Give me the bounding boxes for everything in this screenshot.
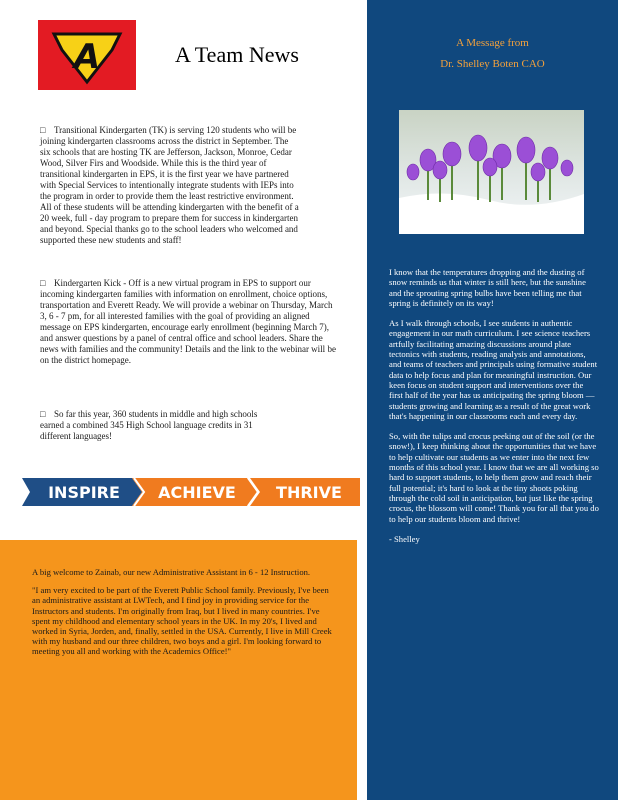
article-paragraph: □ So far this year, 360 students in middle and high schools earned a combined 345 High School language credits in 31 different languages! bbox=[40, 409, 258, 441]
crocus-photo bbox=[399, 110, 584, 234]
sidebar-paragraph: As I walk through schools, I see students in authentic engagement in our math curriculum. I see science teachers artfully facilitating amazing discussions around plate tectonics with students, reading analysis and annotations, and teams of teachers and principals using formative student data to help focus and plan for meaningful instruction. Our keen focus on student support and interventions over the first half of the year has us anticipating the spring bloom — students growing and learning as a result of the great work that's happening in our classrooms each and every day. bbox=[389, 318, 598, 421]
welcome-intro: A big welcome to Zainab, our new Administrative Assistant in 6 - 12 Instruction. bbox=[32, 567, 311, 577]
sidebar-heading-line2: Dr. Shelley Boten CAO bbox=[440, 58, 545, 70]
newsletter-title: A Team News bbox=[175, 42, 299, 67]
sidebar-signature: - Shelley bbox=[389, 533, 420, 544]
bullet-icon: □ bbox=[40, 409, 46, 419]
logo-letter: A bbox=[73, 37, 101, 77]
inspire-achieve-thrive-banner bbox=[22, 478, 360, 506]
a-team-logo bbox=[38, 20, 136, 90]
article-paragraph: □ Transitional Kindergarten (TK) is serving 120 students who will be joining kindergarten classrooms across the district in September. The six schools that are hosting TK are Jefferson, Jackson, Monroe, Cedar Wood, Silver Firs and Woodside. While this is the third year of transitional kindergarten in EPS, it is the first year we have partnered with Special Services to intentionally integrate students with IEPs into the program in order to provide them the least restrictive environment. All of these students will be attending kindergarten with the benefit of a 20 week, full - day program to prepare them for success in kindergarten and beyond. Special thanks go to the school leaders who welcomed and supported these new students and staff! bbox=[40, 125, 299, 245]
bullet-icon: □ bbox=[40, 278, 46, 288]
article-paragraph: □ Kindergarten Kick - Off is a new virtual program in EPS to support our incoming kindergarten families with information on enrollment, choice options, transportation and Everett Ready. We will provide a webinar on Thursday, March 3, 6 - 7 pm, for all interested families with the goal of providing an aligned message on EPS kindergarten, encourage early enrollment (beginning March 7), and answer questions by a panel of central office and school leaders. Share the news with families and the community! Details and the link to the webinar will be on the district homepage. bbox=[40, 278, 336, 365]
language-credits-article bbox=[40, 409, 275, 453]
cao-message-body bbox=[389, 267, 599, 554]
sidebar-heading-line1: A Message from bbox=[456, 37, 529, 49]
sidebar-paragraph: I know that the temperatures dropping and the dusting of snow reminds us that winter is still here, but the sunshine and the sprouting spring bulbs have been telling me that spring is definitely on its way! bbox=[389, 267, 586, 308]
welcome-quote: "I am very excited to be part of the Everett Public School family. Previously, I've been an administrative assistant at LWTech, and I find joy in providing service for the Instructors and students. I'm originally from Iraq, but I lived in many countries. I've spent my childhood and elementary school years in the UK. In my 20's, I lived and worked in Syria, Jorden, and, finally, settled in the USA. Currently, I live in Mill Creek with my husband and our three children, two boys and a girl. I'm looking forward to meeting you all and working with the Academics Office!" bbox=[32, 585, 332, 657]
tk-article bbox=[40, 125, 300, 257]
banner-word-inspire: INSPIRE bbox=[48, 483, 120, 502]
sidebar-paragraph: So, with the tulips and crocus peeking out of the soil (or the snow!), I keep thinking about the opportunities that we have to help cultivate our students as we enter into the next few months of this school year. I know that we are all working so hard to support students, to help them grow and reach their full potential; it's hard to look at the tiny shoots poking through the cold soil in anticipation, but just like the spring crocus, the blossom will come! Thank you for all that you do to help our students bloom and thrive! bbox=[389, 431, 599, 524]
banner-word-thrive: THRIVE bbox=[276, 483, 342, 502]
welcome-box-text bbox=[32, 567, 337, 665]
banner-word-achieve: ACHIEVE bbox=[158, 483, 236, 502]
bullet-icon: □ bbox=[40, 125, 46, 135]
kickoff-article bbox=[40, 278, 338, 377]
